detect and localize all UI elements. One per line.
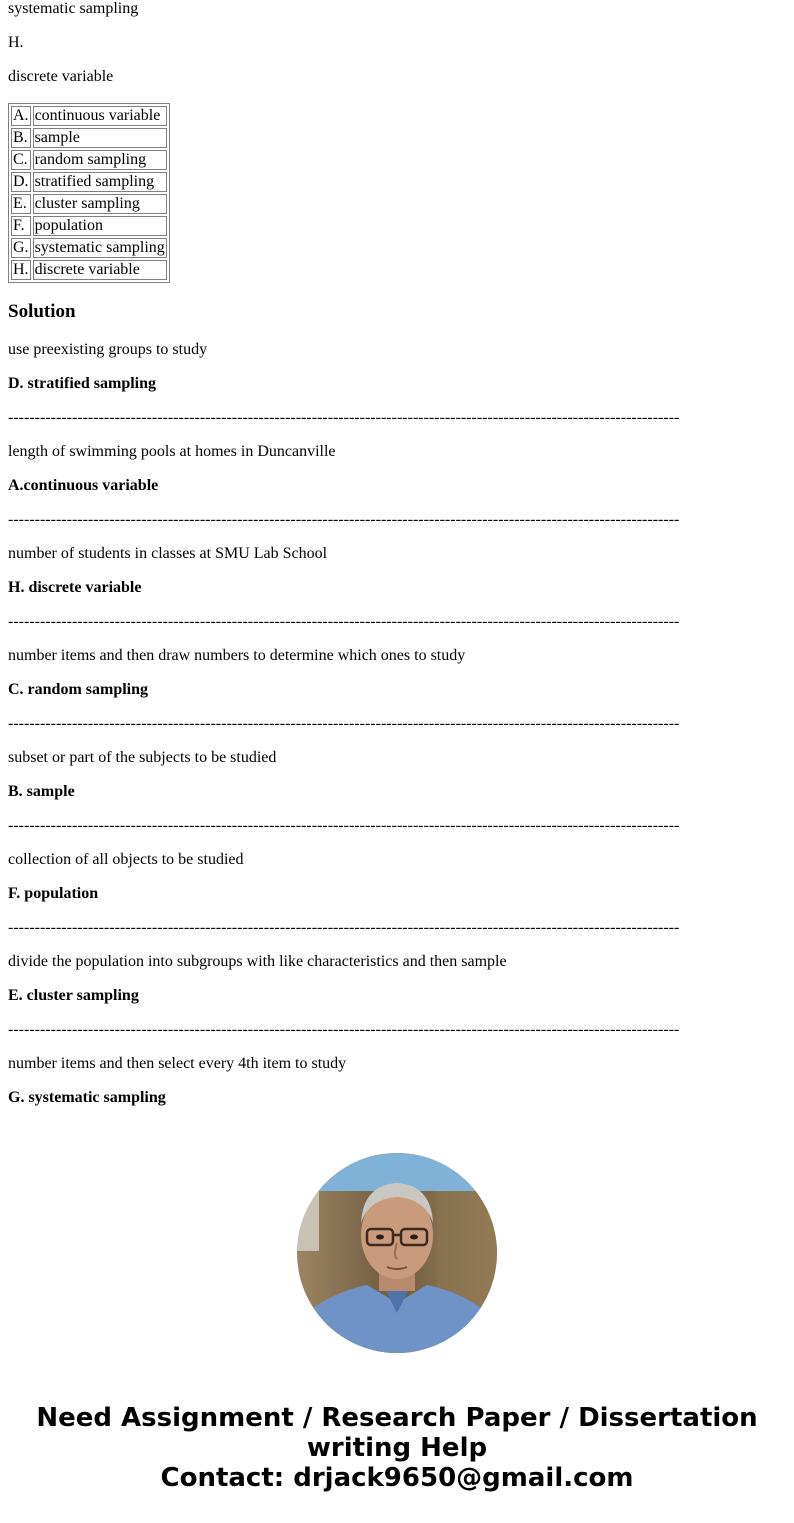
qa-block	[8, 953, 786, 1039]
question-text: number items and then select every 4th item to study	[8, 1055, 347, 1072]
separator-line: ------------------------------------------------------------------------------------------------------------------------------	[8, 409, 680, 426]
option-text: systematic sampling	[34, 239, 165, 256]
intro-line-1: systematic sampling	[8, 0, 139, 17]
qa-block	[8, 749, 786, 835]
answer-text: C. random sampling	[8, 681, 149, 698]
option-letter: F.	[11, 216, 31, 236]
question-text: use preexisting groups to study	[8, 341, 208, 358]
table-row	[11, 260, 167, 280]
answer-text: E. cluster sampling	[8, 987, 139, 1004]
table-row	[11, 216, 167, 236]
option-text: stratified sampling	[33, 172, 167, 192]
answer-text: G. systematic sampling	[8, 1089, 166, 1106]
separator-line: ------------------------------------------------------------------------------------------------------------------------------	[8, 511, 680, 528]
answer-text: H. discrete variable	[8, 579, 142, 596]
answer-text: A.continuous variable	[8, 477, 159, 494]
qa-block	[8, 1055, 786, 1107]
separator-line: ------------------------------------------------------------------------------------------------------------------------------	[8, 817, 680, 834]
option-letter: G.	[13, 239, 29, 256]
option-text: discrete variable	[33, 260, 167, 280]
option-letter: D.	[13, 173, 29, 190]
qa-block	[8, 341, 786, 427]
question-text: divide the population into subgroups with like characteristics and then sample	[8, 953, 507, 970]
table-row	[11, 172, 167, 192]
qa-block	[8, 647, 786, 733]
answer-text: B. sample	[8, 783, 75, 800]
separator-line: ------------------------------------------------------------------------------------------------------------------------------	[8, 715, 680, 732]
separator-line: ------------------------------------------------------------------------------------------------------------------------------	[8, 919, 680, 936]
table-row	[11, 106, 167, 126]
option-text: continuous variable	[33, 106, 167, 126]
answer-text: D. stratified sampling	[8, 375, 156, 392]
table-row	[11, 194, 167, 214]
question-text: number of students in classes at SMU Lab School	[8, 545, 328, 562]
option-letter: B.	[11, 128, 31, 148]
question-text: subset or part of the subjects to be studied	[8, 749, 277, 766]
option-letter: A.	[13, 107, 29, 124]
footer-contact: Contact: drjack9650@gmail.com	[160, 1463, 634, 1493]
table-row	[11, 128, 167, 148]
intro-line-2: H.	[8, 34, 24, 51]
qa-block	[8, 851, 786, 937]
table-row	[11, 150, 167, 170]
option-letter: C.	[11, 150, 31, 170]
option-text: sample	[33, 128, 167, 148]
option-text: cluster sampling	[33, 194, 167, 214]
question-text: collection of all objects to be studied	[8, 851, 244, 868]
option-letter: E.	[11, 194, 31, 214]
table-row	[11, 238, 167, 258]
question-text: length of swimming pools at homes in Duncanville	[8, 443, 336, 460]
question-text: number items and then draw numbers to determine which ones to study	[8, 647, 466, 664]
footer-line-2: writing Help	[306, 1433, 488, 1463]
option-letter: H.	[13, 261, 29, 278]
option-text: random sampling	[33, 150, 167, 170]
footer-line-1: Need Assignment / Research Paper / Dissertation	[36, 1403, 758, 1433]
qa-block	[8, 545, 786, 631]
answer-text: F. population	[8, 885, 99, 902]
option-text: population	[33, 216, 167, 236]
qa-block	[8, 443, 786, 529]
footer-callout	[0, 1403, 794, 1493]
solution-heading: Solution	[8, 301, 76, 322]
separator-line: ------------------------------------------------------------------------------------------------------------------------------	[8, 1021, 680, 1038]
intro-line-3: discrete variable	[8, 68, 114, 85]
options-table	[8, 103, 170, 283]
author-avatar	[297, 1153, 497, 1353]
avatar-photo	[297, 1153, 497, 1353]
separator-line: ------------------------------------------------------------------------------------------------------------------------------	[8, 613, 680, 630]
